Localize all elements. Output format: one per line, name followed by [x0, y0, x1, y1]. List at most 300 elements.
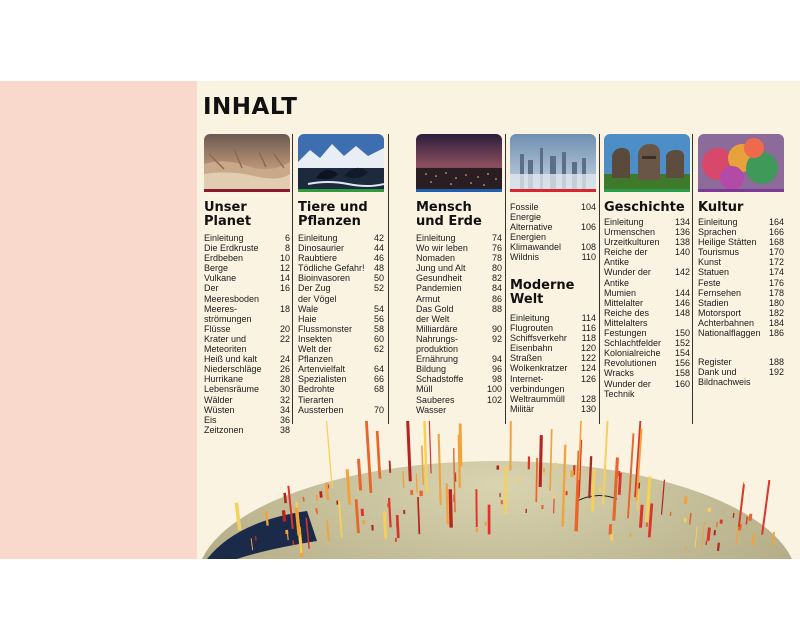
toc-entry: [698, 278, 784, 288]
toc-entry: [604, 288, 690, 298]
toc-entry-page: 26: [279, 364, 290, 375]
toc-entry: [416, 273, 502, 283]
toc-entry-title: Gesundheit: [416, 273, 463, 284]
toc-entry: [604, 217, 690, 227]
toc-entry-page: 158: [674, 368, 690, 379]
toc-entry-title: Armut: [416, 293, 441, 304]
toc-entry-title: Flugrouten: [510, 323, 554, 334]
globe-illustration: [197, 421, 800, 559]
toc-entry-title: Artenvielfalt: [298, 364, 346, 375]
toc-entry: [698, 298, 784, 308]
toc-entry-title: Festungen: [604, 328, 647, 339]
toc-entry-title: Bioinvasoren: [298, 273, 351, 284]
globe-spike: [384, 511, 386, 538]
toc-entry-page: 178: [768, 287, 784, 298]
toc-entry: [416, 263, 502, 273]
toc-entry: [416, 294, 502, 304]
toc-entry: [698, 288, 784, 298]
toc-entry-title: Aussterben: [298, 404, 344, 415]
globe-spike: [287, 533, 288, 540]
toc-entry: [416, 253, 502, 263]
toc-entry: [204, 304, 290, 324]
toc-entry-title: Flussmonster: [298, 323, 353, 334]
toc-entry-title: Wolkenkratzer: [510, 363, 568, 374]
toc-entry-page: 42: [373, 233, 384, 243]
toc-entry-title: Wunder der Technik: [604, 378, 651, 399]
toc-entry: [510, 404, 596, 414]
toc-entry-title: Fossile Energie: [510, 202, 542, 223]
toc-entry-page: 180: [768, 297, 784, 308]
toc-entry-title: Zeitzonen: [204, 424, 244, 435]
toc-entry: [416, 374, 502, 384]
toc-entry-page: 62: [373, 344, 384, 355]
toc-entry-page: 94: [491, 354, 502, 365]
toc-entry: [416, 354, 502, 364]
toc-entry-title: Tödliche Gefahr!: [298, 263, 365, 274]
toc-entry-page: 144: [674, 287, 690, 298]
toc-entry-title: Einleitung: [510, 313, 550, 323]
toc-entry-page: 18: [279, 303, 290, 314]
toc-entry-title: Wüsten: [204, 404, 235, 415]
toc-entry: [298, 324, 384, 334]
globe-spike: [326, 421, 332, 488]
toc-entry: [298, 253, 384, 263]
globe-spike: [685, 496, 686, 504]
toc-entry: [204, 243, 290, 253]
toc-entry: [510, 353, 596, 363]
toc-entry: [604, 237, 690, 247]
toc-entry: [416, 395, 502, 415]
toc-entry: [510, 202, 596, 222]
globe-spike: [326, 483, 327, 499]
toc-entry-page: 136: [674, 227, 690, 238]
toc-entry-page: 56: [373, 313, 384, 324]
toc-entry: [204, 334, 290, 354]
toc-entry-title: Wracks: [604, 368, 634, 379]
toc-entry-page: 104: [580, 202, 596, 212]
toc-entry-page: 164: [768, 217, 784, 227]
toc-entry-title: Welt der Pflanzen: [298, 344, 334, 365]
globe-spike: [317, 495, 318, 501]
toc-entry-page: 90: [491, 323, 502, 334]
whales-mountains-image: [298, 134, 384, 192]
toc-entry-page: 88: [491, 303, 502, 314]
globe-spike: [450, 489, 451, 527]
page-title: INHALT: [203, 94, 298, 120]
toc-entry-title: Niederschläge: [204, 364, 262, 375]
toc-entry-title: Einleitung: [698, 217, 738, 227]
toc-entry: [416, 243, 502, 253]
toc-entry: [604, 379, 690, 399]
toc-entry: [298, 283, 384, 303]
toc-entry: [298, 364, 384, 374]
toc-entry-title: Krater und Meteoriten: [204, 333, 247, 355]
toc-entry-title: Das Gold der Welt: [416, 303, 454, 324]
column-divider: [692, 134, 693, 424]
toc-entry-page: 10: [279, 253, 290, 264]
color-festival-image: [698, 134, 784, 192]
globe-spike: [690, 513, 691, 525]
toc-entry-title: Feste: [698, 277, 721, 288]
globe-spike: [718, 543, 719, 551]
column-divider: [505, 134, 506, 424]
toc-entry-page: 152: [674, 338, 690, 349]
city-lights-image: [416, 134, 502, 192]
section-heading: Unser Planet: [204, 200, 252, 229]
toc-entry-title: Ernährung: [416, 354, 459, 365]
toc-entry-title: Internet- verbindungen: [510, 373, 565, 394]
toc-entry: [698, 267, 784, 277]
toc-entry-page: 60: [373, 333, 384, 344]
toc-entry: [204, 253, 290, 263]
toc-entry-title: Einleitung: [204, 233, 244, 243]
toc-entry-title: Dinosaurier: [298, 243, 345, 254]
toc-entry-page: 68: [373, 384, 384, 395]
toc-entry: [416, 304, 502, 324]
toc-entry-title: Wunder der Antike: [604, 267, 651, 288]
toc-entry-title: Erdbeben: [204, 253, 244, 264]
toc-entry-page: 16: [279, 283, 290, 294]
column-divider: [599, 134, 600, 424]
globe-spike: [753, 533, 754, 545]
toc-entry-title: Sprachen: [698, 227, 737, 238]
toc-entry-title: Mittelalter: [604, 297, 644, 308]
toc-list: [510, 313, 596, 414]
toc-entry-page: 154: [674, 348, 690, 359]
toc-entry-page: 64: [373, 364, 384, 375]
toc-entry-title: Haie: [298, 313, 317, 324]
section-heading: Moderne Welt: [510, 278, 575, 307]
toc-entry: [204, 263, 290, 273]
toc-entry-page: 38: [279, 424, 290, 435]
toc-entry-page: 20: [279, 323, 290, 334]
toc-entry-page: 6: [284, 233, 290, 243]
toc-entry: [510, 343, 596, 353]
toc-entry-page: 114: [581, 313, 596, 323]
toc-entry: [604, 358, 690, 368]
toc-entry-title: Bildung: [416, 364, 447, 375]
toc-entry-title: Wälder: [204, 394, 233, 405]
toc-entry-title: Müll: [416, 384, 433, 395]
globe-spike: [321, 491, 322, 497]
toc-entry: [298, 314, 384, 324]
toc-entry-page: 166: [768, 227, 784, 238]
globe-spike: [610, 524, 611, 534]
toc-entry: [698, 227, 784, 237]
column-divider: [388, 134, 389, 424]
toc-entry-page: 168: [768, 237, 784, 248]
toc-entry-page: 46: [373, 253, 384, 264]
section-heading: Geschichte: [604, 200, 685, 215]
toc-entry: [698, 357, 784, 367]
toc-list: [510, 202, 596, 263]
toc-entry-title: Heiß und kalt: [204, 354, 258, 365]
toc-entry-title: Wildnis: [510, 252, 540, 263]
globe-spike: [285, 493, 286, 503]
toc-entry-page: 84: [491, 283, 502, 294]
toc-entry: [698, 318, 784, 328]
toc-entry-page: 12: [279, 263, 290, 274]
toc-entry-page: 22: [279, 333, 290, 344]
toc-entry-page: 120: [580, 343, 596, 354]
toc-entry-title: Insekten: [298, 333, 333, 344]
toc-entry-page: 108: [580, 242, 596, 253]
toc-entry: [416, 364, 502, 374]
toc-entry-title: Milliardäre: [416, 323, 458, 334]
toc-entry-page: 186: [768, 328, 784, 339]
toc-entry: [604, 338, 690, 348]
toc-entry: [604, 298, 690, 308]
moai-statues-image: [604, 134, 690, 192]
toc-entry-page: 8: [284, 243, 290, 254]
toc-entry-page: 160: [674, 378, 690, 389]
globe-spike: [714, 530, 715, 535]
toc-entry-page: 176: [768, 277, 784, 288]
toc-entry-title: Eis: [204, 414, 217, 425]
toc-entry: [604, 308, 690, 328]
toc-entry: [510, 323, 596, 333]
toc-entry-page: 80: [491, 263, 502, 274]
toc-entry-title: Flüsse: [204, 323, 231, 334]
toc-entry-title: Militär: [510, 403, 534, 414]
toc-entry-page: 172: [768, 257, 784, 268]
toc-entry-title: Der Meeresboden: [204, 283, 260, 304]
toc-entry: [510, 394, 596, 404]
section-color-bar: [698, 189, 784, 192]
toc-entry-page: 34: [279, 404, 290, 415]
toc-entry: [604, 267, 690, 287]
toc-entry-page: 182: [768, 307, 784, 318]
toc-entry: [298, 263, 384, 273]
toc-entry-title: Motorsport: [698, 307, 742, 318]
toc-entry-title: Kunst: [698, 257, 722, 268]
toc-entry-title: Tourismus: [698, 247, 740, 258]
toc-entry-title: Der Zug der Vögel: [298, 283, 337, 304]
toc-entry-title: Pandemien: [416, 283, 462, 294]
toc-entry: [298, 384, 384, 404]
toc-entry-title: Mumien: [604, 287, 637, 298]
toc-entry: [604, 227, 690, 237]
toc-entry-page: 122: [580, 353, 596, 364]
toc-entry-title: Einleitung: [604, 217, 644, 227]
toc-entry-title: Wale: [298, 303, 319, 314]
toc-entry-page: 86: [491, 293, 502, 304]
globe-spike: [397, 515, 398, 538]
toc-entry: [698, 308, 784, 318]
toc-entry-page: 28: [279, 374, 290, 385]
toc-entry-page: 124: [580, 363, 596, 374]
section-color-bar: [510, 189, 596, 192]
toc-entry-title: Nahrungs- produktion: [416, 333, 459, 355]
toc-entry: [416, 283, 502, 293]
toc-entry-page: 130: [580, 403, 596, 414]
toc-entry-title: Nationalflaggen: [698, 328, 761, 339]
toc-entry: [204, 384, 290, 394]
toc-entry-title: Einleitung: [298, 233, 338, 243]
globe-spike: [708, 528, 709, 541]
toc-entry: [510, 333, 596, 343]
toc-entry: [204, 273, 290, 283]
toc-entry-page: 116: [581, 323, 596, 334]
toc-entry-title: Heilige Stätten: [698, 237, 757, 248]
toc-entry-title: Klimawandel: [510, 242, 562, 253]
toc-list: [298, 233, 384, 415]
toc-entry: [416, 324, 502, 334]
toc-entry-page: 58: [373, 323, 384, 334]
globe-spike: [390, 461, 391, 473]
toc-entry-page: 70: [373, 404, 384, 415]
toc-entry-title: Schiffsverkehr: [510, 333, 567, 344]
toc-entry: [298, 374, 384, 384]
toc-entry-title: Dank und Bildnachweis: [698, 367, 751, 388]
toc-entry-page: 148: [674, 307, 690, 318]
toc-entry-page: 102: [486, 394, 502, 405]
toc-entry: [298, 243, 384, 253]
toc-entry-page: 142: [674, 267, 690, 278]
toc-list: [204, 233, 290, 435]
toc-entry-page: 118: [581, 333, 596, 344]
toc-entry-title: Nomaden: [416, 253, 456, 264]
toc-entry: [510, 252, 596, 262]
toc-entry: [698, 328, 784, 338]
toc-entry: [698, 217, 784, 227]
toc-entry-title: Revolutionen: [604, 358, 657, 369]
globe-spike: [762, 480, 769, 535]
toc-entry-page: 50: [373, 273, 384, 284]
toc-entry-title: Urzeitkulturen: [604, 237, 660, 248]
toc-entry-title: Schadstoffe: [416, 374, 464, 385]
toc-entry: [698, 367, 784, 387]
toc-entry-page: 52: [373, 283, 384, 294]
section-color-bar: [416, 189, 502, 192]
toc-entry-page: 66: [373, 374, 384, 385]
toc-entry: [204, 405, 290, 415]
toc-entry-title: Meeres- strömungen: [204, 303, 252, 324]
toc-entry-title: Sauberes Wasser: [416, 394, 455, 415]
section-color-bar: [204, 189, 290, 192]
toc-entry-title: Kolonialreiche: [604, 348, 661, 359]
toc-entry-page: 128: [580, 393, 596, 404]
toc-entry: [510, 363, 596, 373]
toc-entry-title: Einleitung: [416, 233, 456, 243]
toc-entry-page: 110: [581, 252, 596, 263]
toc-entry: [298, 344, 384, 364]
toc-entry-page: 126: [580, 373, 596, 384]
toc-entry-page: 48: [373, 263, 384, 274]
toc-entry-page: 96: [491, 364, 502, 375]
toc-entry: [204, 354, 290, 364]
book-spread: [0, 81, 800, 559]
toc-entry: [604, 247, 690, 267]
toc-entry: [698, 237, 784, 247]
toc-entry-page: 78: [491, 253, 502, 264]
toc-entry-title: Weltraummüll: [510, 393, 565, 404]
toc-entry-page: 30: [279, 384, 290, 395]
toc-entry-page: 134: [674, 217, 690, 227]
toc-entry-page: 98: [491, 374, 502, 385]
globe-spike: [717, 522, 718, 527]
globe-spike: [536, 458, 537, 502]
left-page-band: [0, 81, 197, 559]
toc-entry: [416, 334, 502, 354]
toc-entry-page: 92: [491, 333, 502, 344]
desert-landscape-image: [204, 134, 290, 192]
globe-spike: [389, 498, 391, 528]
toc-entry-title: Achterbahnen: [698, 317, 755, 328]
toc-list: [416, 233, 502, 415]
toc-list: [698, 357, 784, 387]
globe-spike: [640, 505, 642, 528]
toc-list: [604, 217, 690, 399]
globe-spike: [733, 513, 734, 518]
skyline-fog-image: [510, 134, 596, 192]
toc-entry-page: 140: [674, 247, 690, 258]
section-heading: Tiere und Pflanzen: [298, 200, 368, 229]
toc-entry-title: Vulkane: [204, 273, 237, 284]
toc-entry-page: 44: [373, 243, 384, 254]
toc-entry-title: Reiche der Antike: [604, 247, 648, 268]
toc-entry-title: Hurrikane: [204, 374, 244, 385]
toc-entry-title: Stadien: [698, 297, 729, 308]
toc-entry-title: Eisenbahn: [510, 343, 553, 354]
toc-entry: [204, 233, 290, 243]
globe-spike: [750, 514, 751, 521]
toc-entry-title: Die Erdkruste: [204, 243, 259, 254]
toc-entry: [416, 384, 502, 394]
globe-spike: [283, 510, 284, 521]
toc-entry-page: 170: [768, 247, 784, 258]
toc-entry: [204, 283, 290, 303]
section-color-bar: [298, 189, 384, 192]
toc-entry-page: 24: [279, 354, 290, 365]
toc-entry: [604, 368, 690, 378]
toc-entry-title: Urmenschen: [604, 227, 656, 238]
section-heading: Kultur: [698, 200, 744, 215]
toc-entry: [510, 222, 596, 242]
globe-spike: [403, 471, 404, 488]
globe-spike: [447, 484, 448, 525]
toc-entry-title: Lebensräume: [204, 384, 260, 395]
toc-entry-page: 184: [768, 317, 784, 328]
toc-entry: [298, 233, 384, 243]
toc-entry: [298, 334, 384, 344]
toc-entry-page: 82: [491, 273, 502, 284]
toc-entry: [298, 273, 384, 283]
toc-entry: [510, 374, 596, 394]
globe-spike: [540, 435, 541, 487]
toc-entry-page: 36: [279, 414, 290, 425]
toc-entry-title: Reiche des Mittelalters: [604, 307, 650, 328]
toc-entry-page: 146: [674, 297, 690, 308]
toc-entry-page: 174: [768, 267, 784, 278]
toc-entry-title: Statuen: [698, 267, 730, 278]
toc-entry-page: 54: [373, 303, 384, 314]
toc-entry-page: 150: [674, 328, 690, 339]
column-divider: [292, 134, 293, 424]
toc-entry-page: 76: [491, 243, 502, 254]
toc-entry-page: 188: [768, 357, 784, 367]
section-heading: Mensch und Erde: [416, 200, 482, 229]
toc-entry-title: Schlachtfelder: [604, 338, 662, 349]
toc-entry-title: Straßen: [510, 353, 543, 364]
toc-entry: [298, 405, 384, 415]
toc-entry: [604, 348, 690, 358]
toc-entry: [510, 313, 596, 323]
toc-entry: [298, 304, 384, 314]
section-color-bar: [604, 189, 690, 192]
toc-entry-title: Raubtiere: [298, 253, 338, 264]
toc-entry-title: Spezialisten: [298, 374, 347, 385]
